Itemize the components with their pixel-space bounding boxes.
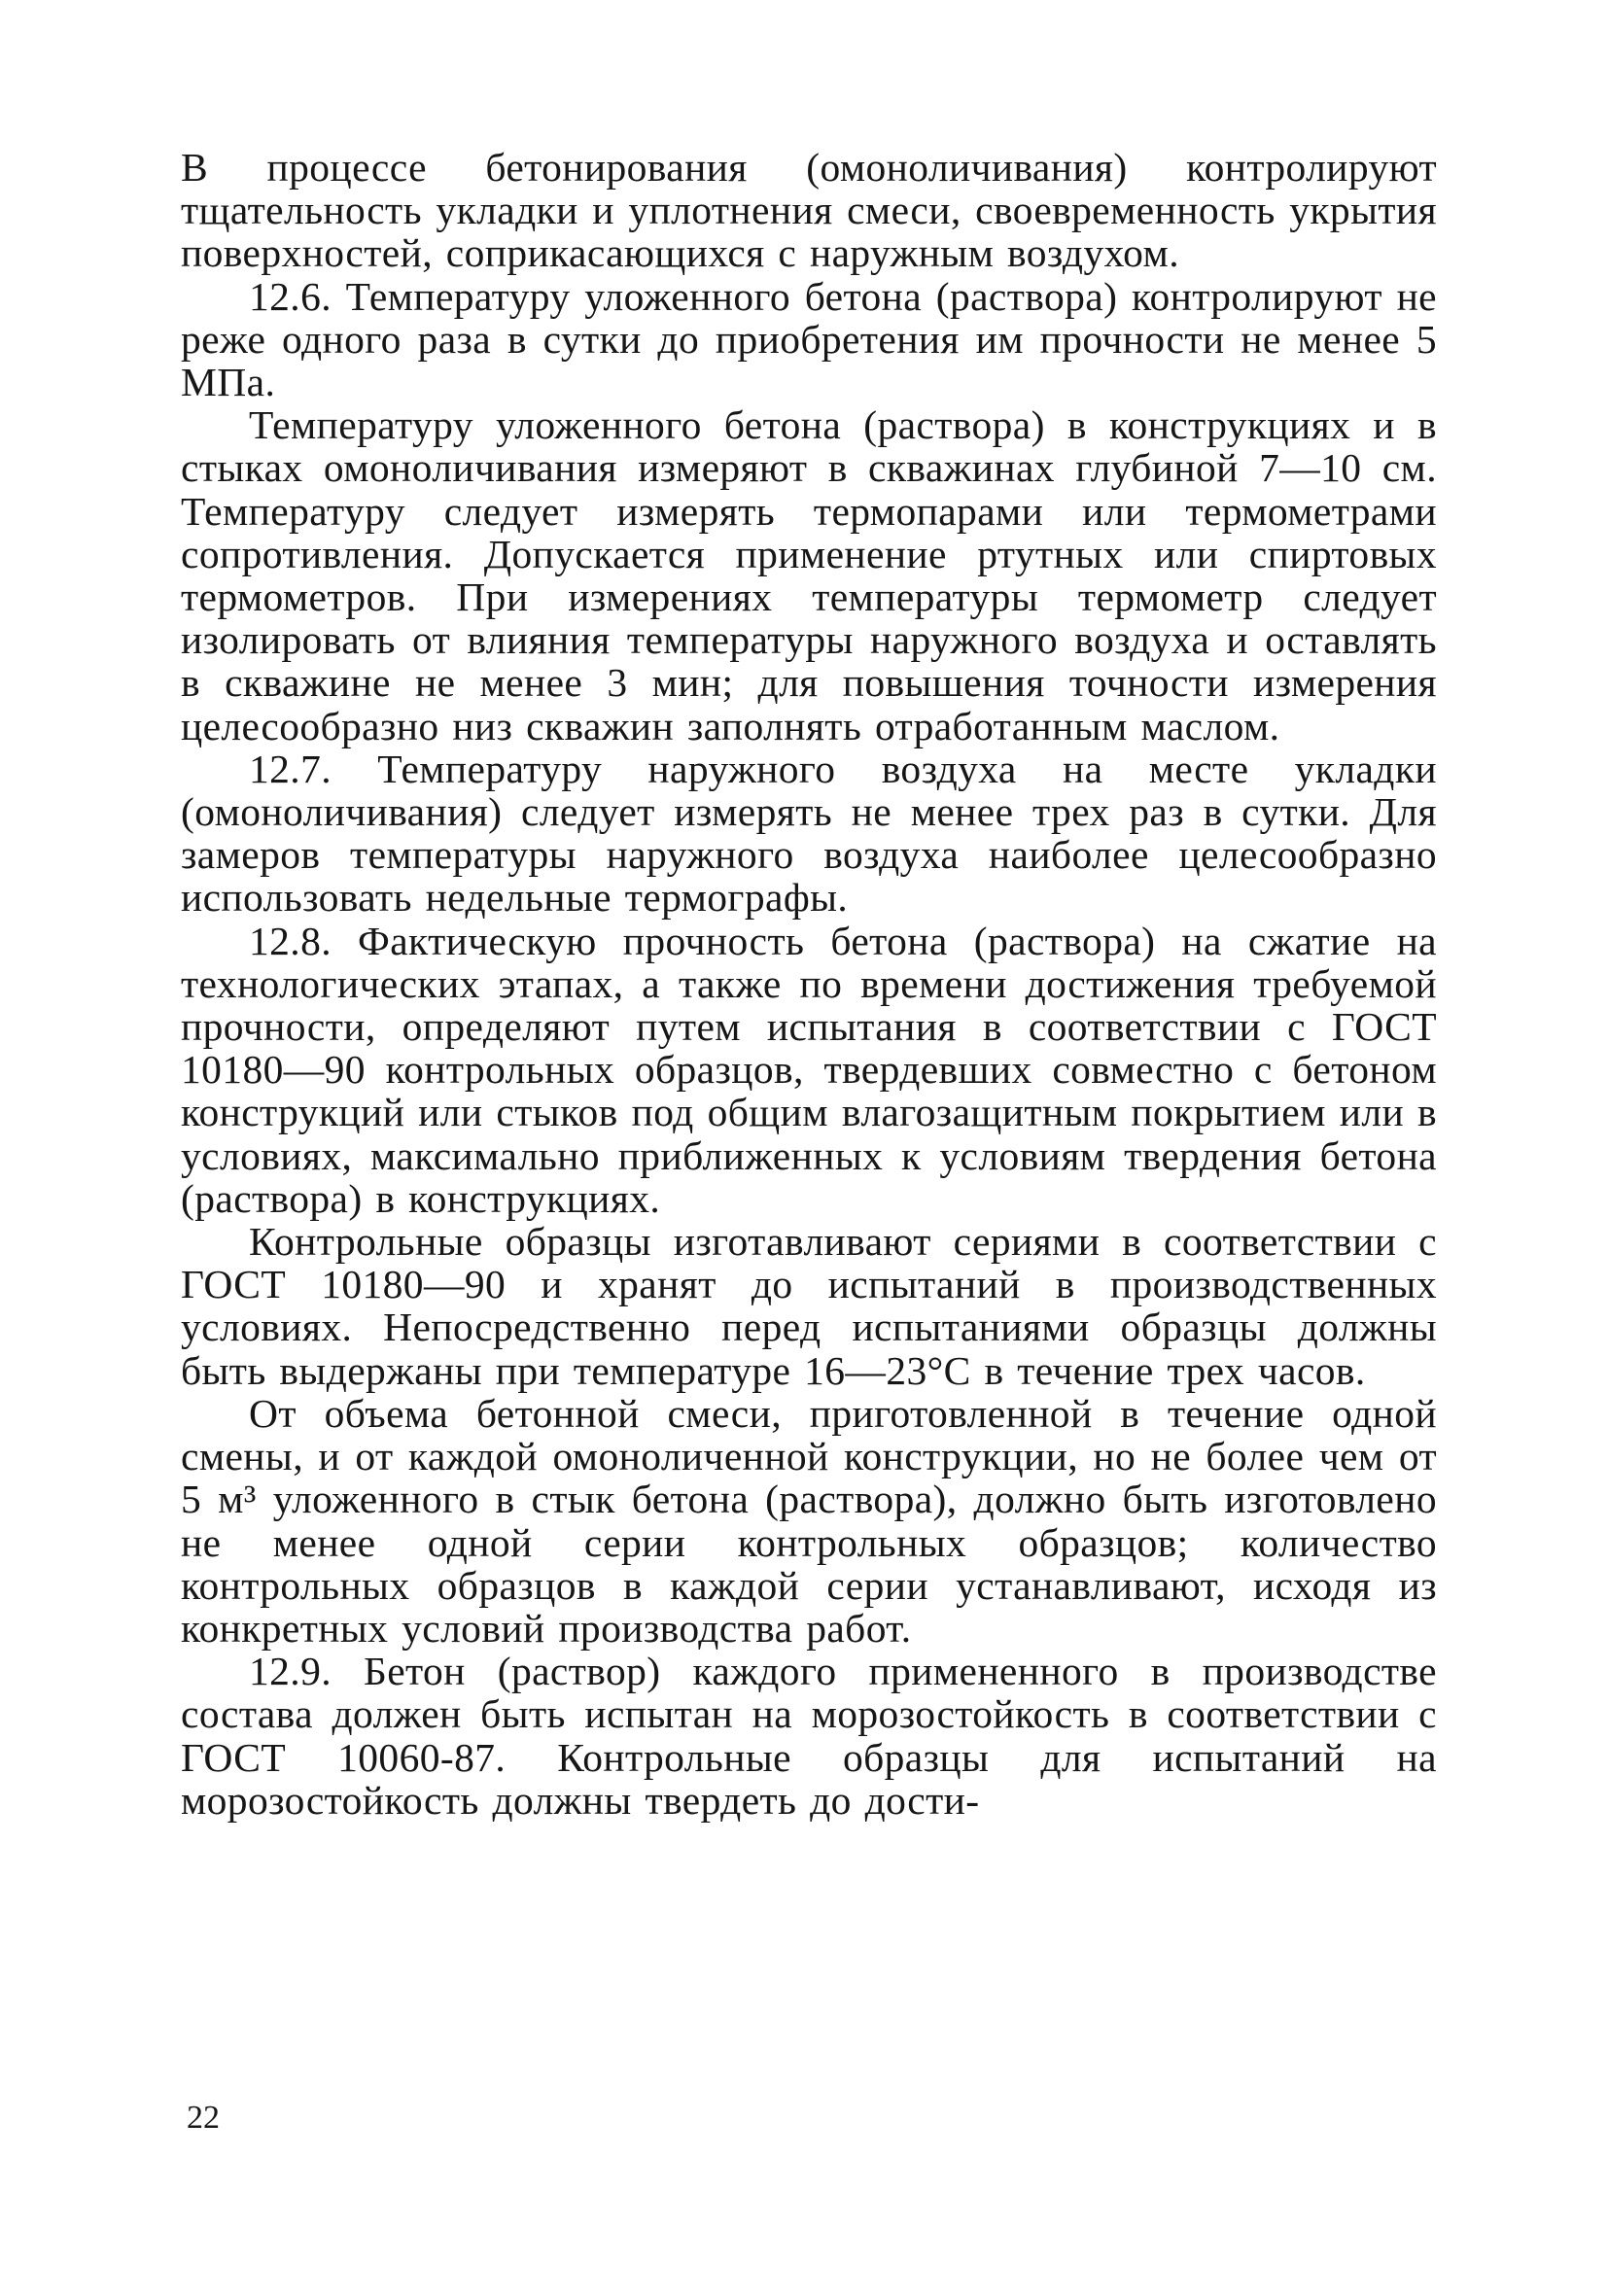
page-number: 22 xyxy=(187,2100,220,2136)
paragraph-12-7: 12.7. Температуру наружного воздуха на месте укладки (омоноличивания) следует измерять не менее трех раз в сутки. Для замеров температуры наружного воздуха наиболее целесообразно использовать недельные термографы. xyxy=(181,746,1437,921)
paragraph-sample-volume: От объема бетонной смеси, приготовленной в течение одной смены, и от каждой омоноличенной конструкции, но не более чем от 5 м³ уложенного в стык бетона (раствора), должно быть изготовлено не менее одной серии контрольных образцов; количество контрольных образцов в каждой серии устанавливают, исходя из конкретных условий производства работ. xyxy=(181,1390,1437,1651)
paragraph-temperature-measurement: Температуру уложенного бетона (раствора) в конструкциях и в стыках омоноличивания измеряют в скважинах глубиной 7—10 см. Температуру следует измерять термопарами или термометрами сопротивления. Допускается применение ртутных или спиртовых термометров. При измерениях температуры термометр следует изолировать от влияния температуры наружного воздуха и оставлять в скважине не менее 3 мин; для повышения точности измерения целесообразно низ скважин заполнять отработанным маслом. xyxy=(181,402,1437,748)
paragraph-12-8: 12.8. Фактическую прочность бетона (раствора) на сжатие на технологических этапах, а также по времени достижения требуемой прочности, определяют путем испытания в соответствии с ГОСТ 10180—90 контрольных образцов, твердевших совместно с бетоном конструкций или стыков под общим влагозащитным покрытием или в условиях, максимально приближенных к условиям твердения бетона (раствора) в конструкциях. xyxy=(181,918,1437,1221)
paragraph-12-9: 12.9. Бетон (раствор) каждого примененного в производстве состава должен быть испытан на морозостойкость в соответствии с ГОСТ 10060-87. Контрольные образцы для испытаний на морозостойкость должны твердеть до дости- xyxy=(181,1649,1437,1823)
paragraph-intro: В процессе бетонирования (омоноличивания) контролируют тщательность укладки и уплотнения смеси, своевременность укрытия поверхностей, соприкасающихся с наружным воздухом. xyxy=(181,145,1437,276)
paragraph-control-samples: Контрольные образцы изготавливают сериями в соответствии с ГОСТ 10180—90 и хранят до испытаний в производственных условиях. Непосредственно перед испытаниями образцы должны быть выдержаны при температуре 16—23°С в течение трех часов. xyxy=(181,1219,1437,1393)
paragraph-12-6: 12.6. Температуру уложенного бетона (раствора) контролируют не реже одного раза в сутки до приобретения им прочности не менее 5 МПа. xyxy=(181,273,1437,405)
page-body xyxy=(181,146,1437,1822)
